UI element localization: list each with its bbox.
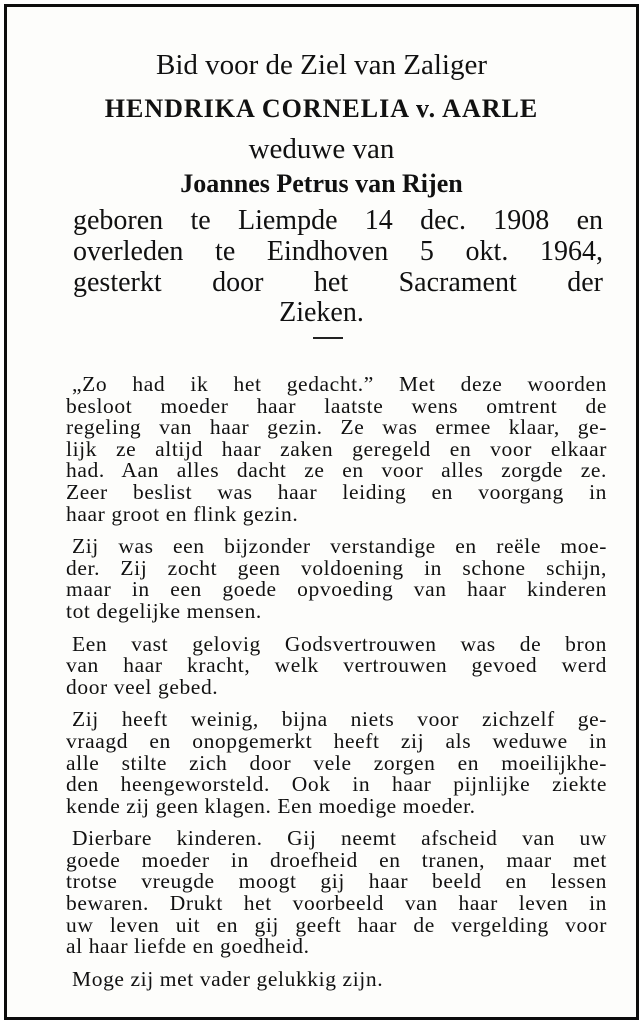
paragraph-line: haar groot en flink gezin.	[66, 501, 299, 526]
paragraph-line: der. Zij zocht geen voldoening in schone schijn,	[66, 555, 607, 580]
paragraph	[66, 374, 607, 525]
deceased-name: HENDRIKA CORNELIA v. AARLE	[104, 94, 539, 123]
paragraph-line: van haar kracht, welk vertrouwen gevoed werd	[66, 653, 607, 678]
paragraph-line: kende zij geen klagen. Een moedige moeder.	[66, 793, 476, 818]
paragraph-line: uw leven uit en gij geeft haar de vergelding voor	[66, 912, 607, 937]
paragraph	[66, 966, 607, 991]
body-text	[66, 374, 607, 1001]
paragraph-line: al haar liefde en goedheid.	[66, 934, 310, 959]
birth-line: geboren te Liempde 14 dec. 1908 en	[73, 205, 603, 236]
paragraph-line: bewaren. Drukt het voorbeeld van haar leven in	[66, 891, 607, 916]
paragraph-line: Moge zij met vader gelukkig zijn.	[72, 966, 384, 991]
divider	[313, 337, 343, 339]
sacrament-line-end: Zieken.	[279, 297, 364, 328]
paragraph-line: regeling van haar gezin. Ze was ermee klaar, ge-	[66, 415, 607, 440]
paragraph-line: lijk ze altijd haar zaken geregeld en voor elkaar	[66, 436, 607, 461]
paragraph-line: vraagd en onopgemerkt heeft zij als weduwe in	[66, 728, 607, 753]
paragraph	[66, 536, 607, 622]
paragraph-line: goede moeder in droefheid en tranen, maar met	[66, 847, 607, 872]
paragraph-line: Zeer beslist was haar leiding en voorgang in	[66, 479, 607, 504]
prayer-line: Bid voor de Ziel van Zaliger	[156, 49, 487, 81]
death-line: overleden te Eindhoven 5 okt. 1964,	[73, 236, 603, 267]
relation-line: weduwe van	[248, 133, 395, 165]
paragraph-line: Een vast gelovig Godsvertrouwen was de bron	[72, 631, 607, 656]
paragraph-line: besloot moeder haar laatste wens omtrent de	[66, 393, 607, 418]
sacrament-line: gesterkt door het Sacrament der	[73, 267, 603, 298]
paragraph-line: trotse vreugde moogt gij haar beeld en lessen	[66, 869, 607, 894]
paragraph-line: alle stilte zich door vele zorgen en moeilijkhe-	[66, 750, 607, 775]
paragraph-line: Zij was een bijzonder verstandige en reële moe-	[72, 534, 607, 559]
paragraph-line: tot degelijke mensen.	[66, 598, 262, 623]
paragraph-line: maar in een goede opvoeding van haar kinderen	[66, 577, 607, 602]
paragraph-line: had. Aan alles dacht ze en voor alles zorgde ze.	[66, 458, 607, 483]
paragraph	[66, 828, 607, 958]
memorial-card	[4, 4, 639, 1020]
paragraph-line: Zij heeft weinig, bijna niets voor zichzelf ge-	[72, 707, 607, 732]
paragraph-line: „Zo had ik het gedacht.” Met deze woorden	[72, 372, 607, 396]
spouse-name: Joannes Petrus van Rijen	[180, 169, 463, 198]
paragraph	[66, 709, 607, 817]
paragraph-line: Dierbare kinderen. Gij neemt afscheid van uw	[72, 826, 607, 851]
paragraph-line: door veel gebed.	[66, 674, 219, 699]
paragraph	[66, 631, 607, 699]
paragraph-line: den heengeworsteld. Ook in haar pijnlijke ziekte	[66, 772, 607, 797]
